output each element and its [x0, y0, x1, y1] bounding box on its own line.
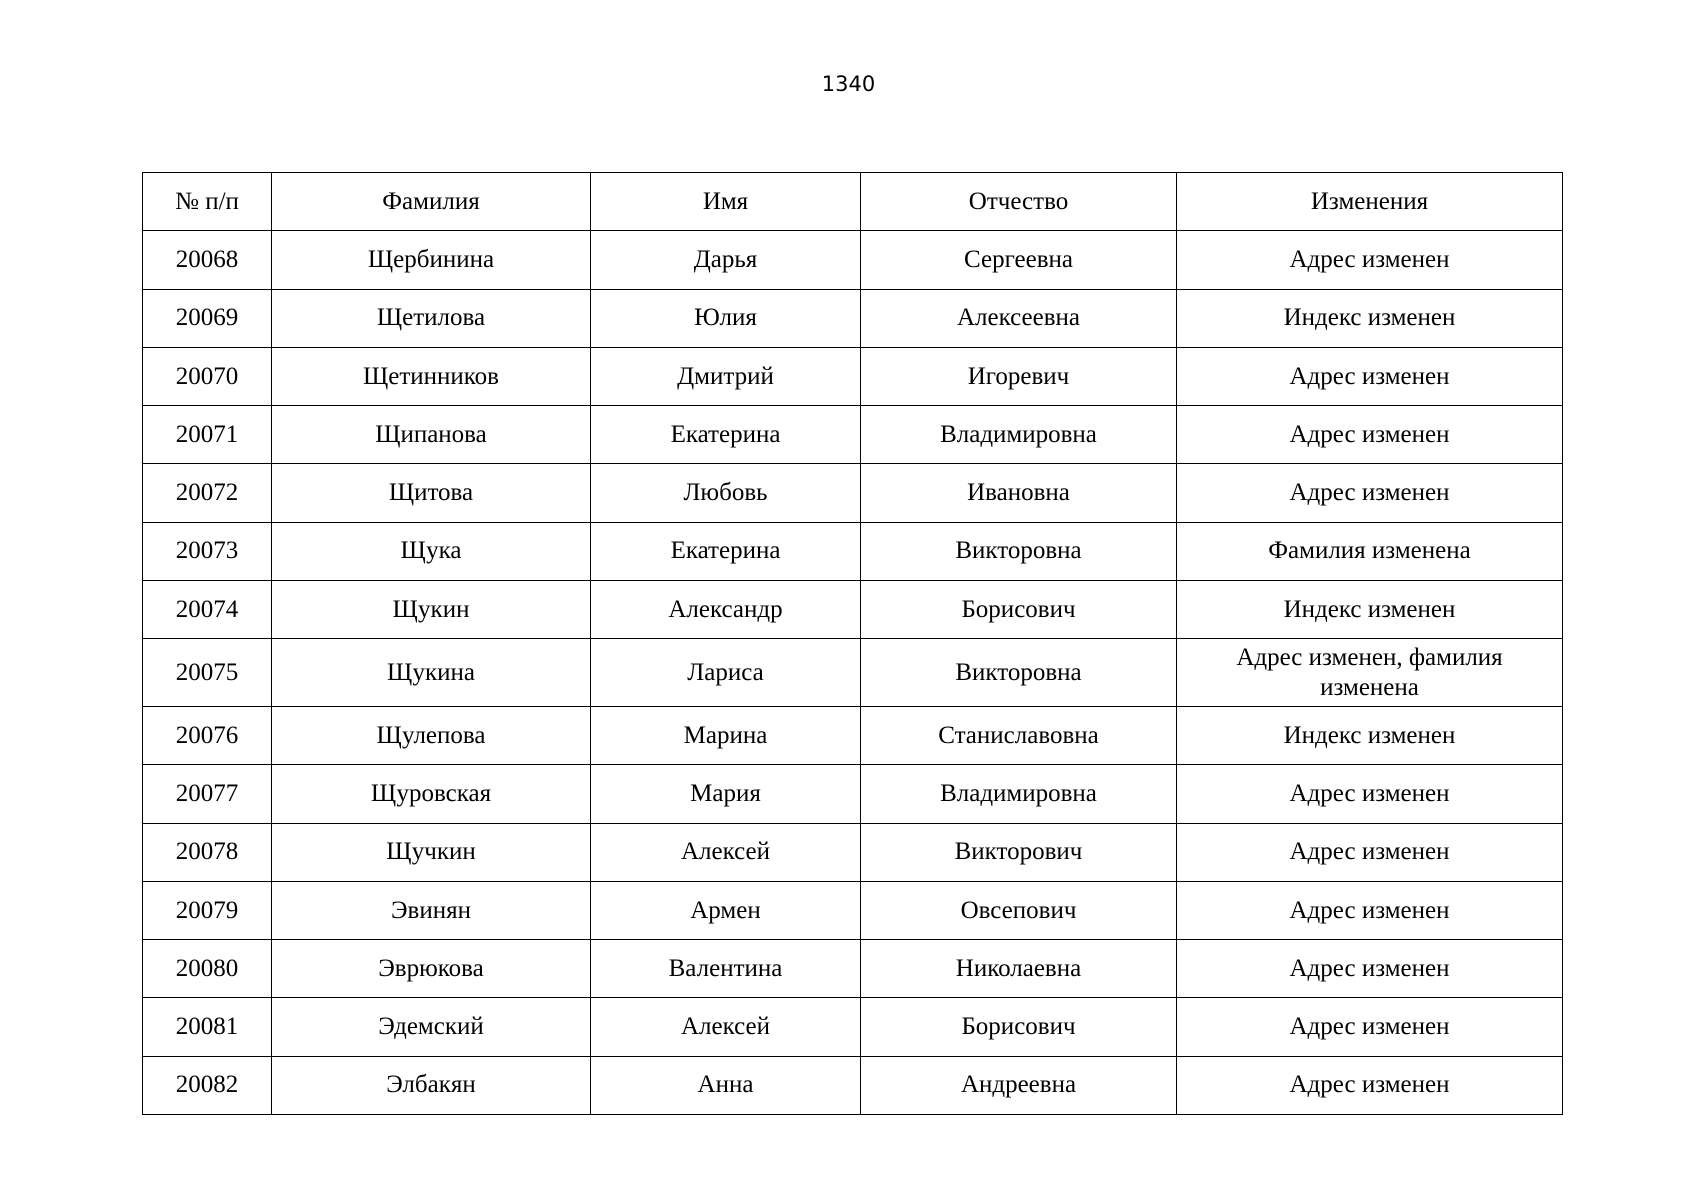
- cell-changes: Адрес изменен: [1177, 940, 1563, 998]
- cell-number: 20069: [143, 289, 272, 347]
- table-row: [143, 231, 1563, 289]
- cell-patronymic: Владимировна: [861, 765, 1177, 823]
- table-row: [143, 406, 1563, 464]
- cell-number: 20082: [143, 1056, 272, 1114]
- cell-number: 20070: [143, 347, 272, 405]
- cell-patronymic: Викторовна: [861, 639, 1177, 707]
- cell-first-name: Алексей: [591, 823, 861, 881]
- cell-number: 20072: [143, 464, 272, 522]
- cell-surname: Щулепова: [272, 706, 591, 764]
- cell-surname: Щукина: [272, 639, 591, 707]
- table-row: [143, 823, 1563, 881]
- cell-surname: Щукин: [272, 581, 591, 639]
- cell-surname: Щетилова: [272, 289, 591, 347]
- header-changes: Изменения: [1177, 173, 1563, 231]
- cell-patronymic: Викторович: [861, 823, 1177, 881]
- cell-first-name: Любовь: [591, 464, 861, 522]
- cell-changes: Адрес изменен, фамилия изменена: [1177, 639, 1563, 707]
- table-row: [143, 881, 1563, 939]
- cell-number: 20068: [143, 231, 272, 289]
- header-patronymic: Отчество: [861, 173, 1177, 231]
- cell-first-name: Армен: [591, 881, 861, 939]
- cell-first-name: Юлия: [591, 289, 861, 347]
- header-first-name: Имя: [591, 173, 861, 231]
- cell-first-name: Мария: [591, 765, 861, 823]
- cell-changes: Адрес изменен: [1177, 998, 1563, 1056]
- page-number: 1340: [821, 72, 876, 96]
- cell-number: 20071: [143, 406, 272, 464]
- cell-patronymic: Сергеевна: [861, 231, 1177, 289]
- cell-number: 20076: [143, 706, 272, 764]
- table-row: [143, 765, 1563, 823]
- cell-surname: Щетинников: [272, 347, 591, 405]
- cell-changes: Фамилия изменена: [1177, 522, 1563, 580]
- cell-first-name: Екатерина: [591, 522, 861, 580]
- cell-first-name: Марина: [591, 706, 861, 764]
- cell-first-name: Лариса: [591, 639, 861, 707]
- cell-surname: Эврюкова: [272, 940, 591, 998]
- table-header-row: [143, 173, 1563, 231]
- table-row: [143, 1056, 1563, 1114]
- cell-first-name: Алексей: [591, 998, 861, 1056]
- cell-surname: Эдемский: [272, 998, 591, 1056]
- table-row: [143, 581, 1563, 639]
- cell-first-name: Екатерина: [591, 406, 861, 464]
- cell-patronymic: Андреевна: [861, 1056, 1177, 1114]
- cell-changes: Адрес изменен: [1177, 231, 1563, 289]
- cell-patronymic: Николаевна: [861, 940, 1177, 998]
- cell-surname: Щучкин: [272, 823, 591, 881]
- table-row: [143, 998, 1563, 1056]
- cell-number: 20078: [143, 823, 272, 881]
- cell-patronymic: Владимировна: [861, 406, 1177, 464]
- cell-first-name: Дмитрий: [591, 347, 861, 405]
- cell-patronymic: Ивановна: [861, 464, 1177, 522]
- cell-patronymic: Борисович: [861, 998, 1177, 1056]
- cell-number: 20074: [143, 581, 272, 639]
- cell-changes: Индекс изменен: [1177, 289, 1563, 347]
- cell-number: 20080: [143, 940, 272, 998]
- cell-surname: Щербинина: [272, 231, 591, 289]
- cell-changes: Адрес изменен: [1177, 881, 1563, 939]
- cell-changes: Индекс изменен: [1177, 581, 1563, 639]
- cell-surname: Щука: [272, 522, 591, 580]
- cell-first-name: Анна: [591, 1056, 861, 1114]
- cell-number: 20079: [143, 881, 272, 939]
- table-row: [143, 639, 1563, 707]
- cell-number: 20081: [143, 998, 272, 1056]
- records-table: [142, 172, 1563, 1115]
- cell-surname: Щипанова: [272, 406, 591, 464]
- header-surname: Фамилия: [272, 173, 591, 231]
- cell-first-name: Валентина: [591, 940, 861, 998]
- cell-patronymic: Овсепович: [861, 881, 1177, 939]
- cell-changes: Адрес изменен: [1177, 406, 1563, 464]
- cell-surname: Щитова: [272, 464, 591, 522]
- cell-changes: Адрес изменен: [1177, 765, 1563, 823]
- table-row: [143, 940, 1563, 998]
- cell-surname: Элбакян: [272, 1056, 591, 1114]
- cell-number: 20075: [143, 639, 272, 707]
- header-number: № п/п: [143, 173, 272, 231]
- cell-surname: Эвинян: [272, 881, 591, 939]
- table-row: [143, 464, 1563, 522]
- cell-changes: Адрес изменен: [1177, 1056, 1563, 1114]
- cell-patronymic: Игоревич: [861, 347, 1177, 405]
- table-row: [143, 706, 1563, 764]
- cell-patronymic: Викторовна: [861, 522, 1177, 580]
- cell-changes: Адрес изменен: [1177, 347, 1563, 405]
- cell-changes: Адрес изменен: [1177, 464, 1563, 522]
- cell-first-name: Александр: [591, 581, 861, 639]
- cell-patronymic: Станиславовна: [861, 706, 1177, 764]
- cell-number: 20077: [143, 765, 272, 823]
- cell-patronymic: Борисович: [861, 581, 1177, 639]
- table-row: [143, 347, 1563, 405]
- cell-surname: Щуровская: [272, 765, 591, 823]
- cell-changes: Индекс изменен: [1177, 706, 1563, 764]
- cell-changes: Адрес изменен: [1177, 823, 1563, 881]
- table-row: [143, 289, 1563, 347]
- cell-patronymic: Алексеевна: [861, 289, 1177, 347]
- cell-first-name: Дарья: [591, 231, 861, 289]
- table-row: [143, 522, 1563, 580]
- cell-number: 20073: [143, 522, 272, 580]
